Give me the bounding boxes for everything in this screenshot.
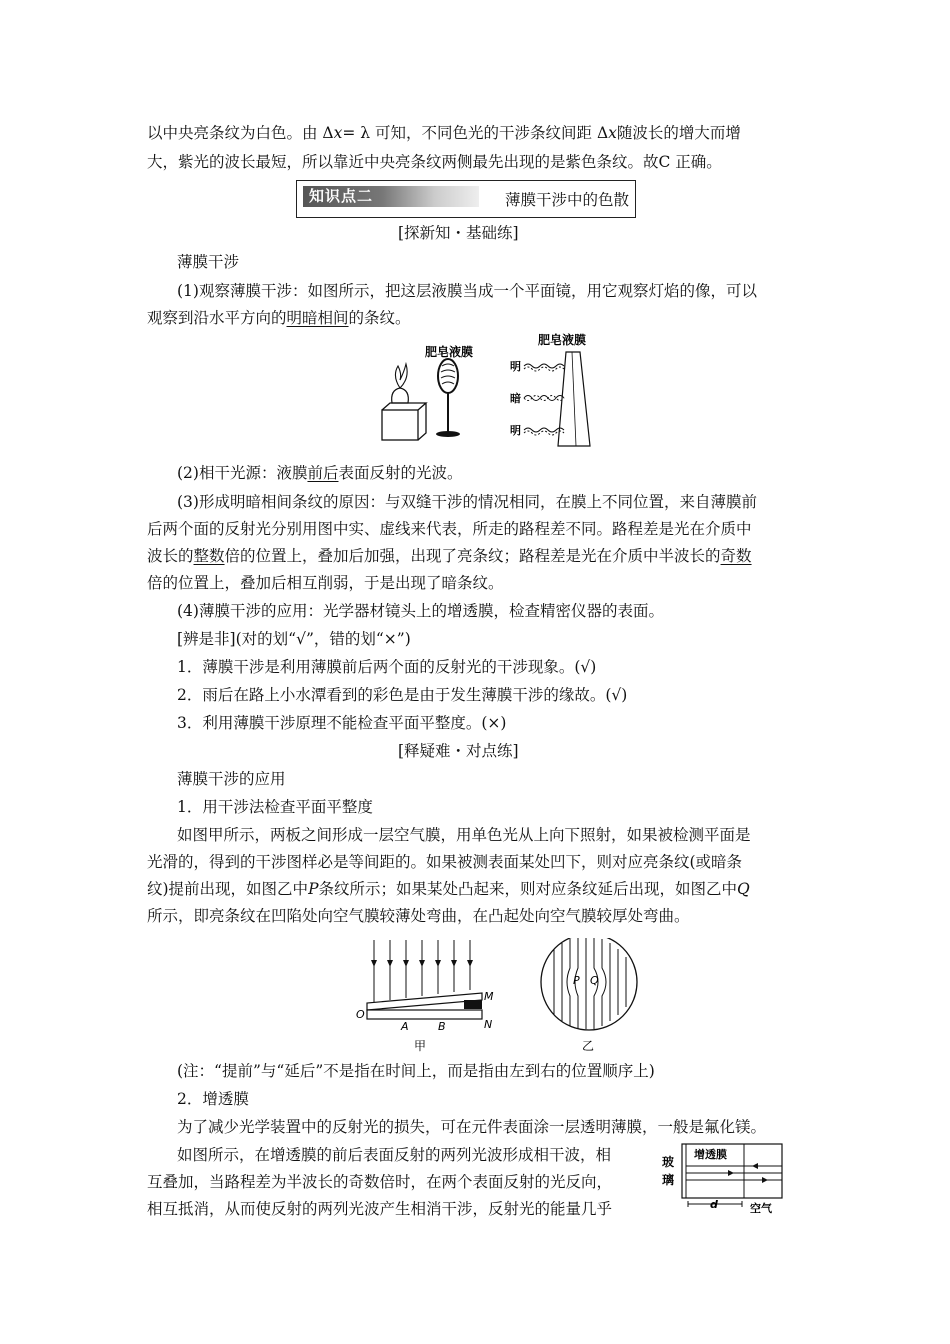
judge-item: 3．利用薄膜干涉原理不能检查平面平整度。(×)	[177, 714, 507, 732]
film-p1-line1: (1)观察薄膜干涉：如图所示，把这层液膜当成一个平面镜，用它观察灯焰的像，可以	[177, 282, 757, 300]
soap-film-label-left: 肥皂液膜	[425, 345, 474, 359]
anti-reflection-figure	[658, 1142, 798, 1220]
label-q: Q	[590, 974, 599, 987]
glass-label-1: 玻	[662, 1155, 675, 1169]
app-sub1: 1．用干涉法检查平面平整度	[177, 798, 373, 816]
film-keyword: 奇数	[720, 547, 752, 565]
judge-heading: [辨是非](对的划“√”，错的划“×”)	[177, 630, 411, 648]
film-keyword: 前后	[307, 464, 339, 482]
label-m: M	[484, 990, 494, 1003]
app-p-line1: 如图甲所示，两板之间形成一层空气膜，用单色光从上向下照射，如果被检测平面是	[177, 826, 751, 844]
ray-arrowheads	[371, 960, 473, 967]
film-fringes	[441, 364, 455, 384]
app-q-line3: 互叠加，当路程差为半波长的奇数倍时，在两个表面反射的光反向，	[147, 1173, 613, 1191]
flatness-figure	[352, 938, 652, 1060]
app-p-line2: 光滑的，得到的干涉图样必是等间距的。如果被测表面某处凹下，则对应亮条纹(或暗条	[147, 853, 743, 871]
knowledge-point-badge: 知识点二	[303, 186, 479, 207]
app-sub2: 2．增透膜	[177, 1090, 249, 1108]
app-text: 条纹所示；如果某处凸起来，则对应条纹延后出现，如图乙中	[318, 880, 738, 898]
glass-label-2: 璃	[662, 1173, 675, 1187]
knowledge-point-title: 薄膜干涉中的色散	[505, 191, 630, 209]
app-q-line4: 相互抵消，从而使反射的两列光波产生相消干涉，反射光的能量几乎	[147, 1200, 613, 1218]
film-keyword: 整数	[193, 547, 225, 565]
dark-label: 暗	[510, 392, 521, 405]
film-keyword: 明暗相间	[286, 309, 349, 327]
intro-var-x: x	[333, 124, 343, 142]
reflected-wave-solid	[524, 364, 564, 368]
app-p-line3	[147, 879, 750, 899]
intro-text: 随波长的增大而增	[616, 124, 741, 142]
lamp-stand-box	[382, 410, 418, 440]
film-inner-line	[572, 352, 576, 446]
label-p: P	[573, 974, 580, 987]
film-text: (2)相干光源：液膜	[177, 464, 308, 482]
reflected-wave-dashed	[524, 367, 564, 371]
film-text: 表面反射的光波。	[338, 464, 463, 482]
wedge-spacer	[464, 1000, 482, 1009]
caption-jia: 甲	[414, 1039, 427, 1053]
film-p3-line3	[147, 546, 752, 566]
bright-label-1: 明	[510, 360, 521, 373]
label-a: A	[401, 1020, 409, 1033]
app-q-line2: 如图所示，在增透膜的前后表面反射的两列光波形成相干波，相	[177, 1146, 612, 1164]
intro-line-1	[147, 123, 741, 143]
app-p-line4: 所示，即亮条纹在凹陷处向空气膜较薄处弯曲，在凸起处向空气膜较厚处弯曲。	[147, 907, 690, 925]
film-text: 的条纹。	[348, 309, 411, 327]
film-p4: (4)薄膜干涉的应用：光学器材镜头上的增透膜，检查精密仪器的表面。	[177, 602, 664, 620]
lower-plate	[367, 1010, 482, 1019]
intro-var-x: x	[608, 124, 617, 142]
label-b: B	[438, 1020, 446, 1033]
practice-heading: [释疑难・对点练]	[398, 742, 519, 760]
film-p3-line1: (3)形成明暗相间条纹的原因：与双缝干涉的情况相同，在膜上不同位置，来自薄膜前	[177, 493, 757, 511]
film-heading: 薄膜干涉	[177, 253, 240, 271]
label-d: d	[710, 1198, 718, 1211]
caption-yi: 乙	[582, 1039, 595, 1053]
intro-line-2: 大，紫光的波长最短，所以靠近中央亮条纹两侧最先出现的是紫色条纹。故C 正确。	[147, 153, 722, 171]
lamp-stand-box-edges	[382, 403, 426, 440]
bright-label-2: 明	[510, 424, 521, 437]
app-var-q: Q	[737, 880, 750, 898]
intro-text: = λ 可知，不同色光的干涉条纹间距 Δ	[342, 124, 609, 142]
intro-text: 以中央亮条纹为白色。由 Δ	[147, 124, 334, 142]
explore-heading: [探新知・基础练]	[398, 224, 519, 242]
app-heading: 薄膜干涉的应用	[177, 770, 286, 788]
film-p3-line4: 倍的位置上，叠加后相互削弱，于是出现了暗条纹。	[147, 574, 504, 592]
soap-film-figure	[370, 328, 620, 448]
knowledge-point-box	[296, 180, 636, 218]
reflected-wave-dashed	[524, 431, 564, 435]
judge-item: 2．雨后在路上小水潭看到的彩色是由于发生薄膜干涉的缘故。(√)	[177, 686, 628, 704]
film-p3-line2: 后两个面的反射光分别用图中实、虚线来代表，所走的路程差不同。路程差是光在介质中	[147, 520, 752, 538]
film-label: 增透膜	[694, 1148, 727, 1161]
judge-item: 1．薄膜干涉是利用薄膜前后两个面的反射光的干涉现象。(√)	[177, 658, 597, 676]
app-q-line1: 为了减少光学装置中的反射光的损失，可在元件表面涂一层透明薄膜，一般是氟化镁。	[177, 1118, 767, 1136]
soap-film-label-right: 肥皂液膜	[538, 333, 587, 347]
app-var-p: P	[308, 880, 319, 898]
film-text: 倍的位置上，叠加后加强，出现了亮条纹；路程差是光在介质中半波长的	[224, 547, 721, 565]
app-note: (注：“提前”与“延后”不是指在时间上，而是指由左到右的位置顺序上)	[177, 1062, 655, 1080]
pattern-circle	[541, 938, 637, 1030]
incident-light-rays	[374, 940, 470, 1002]
flame-icon	[395, 364, 407, 388]
app-text: 纹)提前出现，如图乙中	[147, 880, 309, 898]
lamp-body	[392, 388, 409, 403]
film-text: 观察到沿水平方向的	[147, 309, 287, 327]
film-text: 波长的	[147, 547, 194, 565]
reflected-wave-solid	[524, 428, 564, 432]
ring-base	[436, 431, 460, 437]
label-n: N	[484, 1018, 493, 1031]
film-p2	[177, 463, 463, 483]
film-p1-line2	[147, 308, 411, 328]
air-label: 空气	[750, 1202, 772, 1215]
label-o: O	[356, 1008, 365, 1021]
